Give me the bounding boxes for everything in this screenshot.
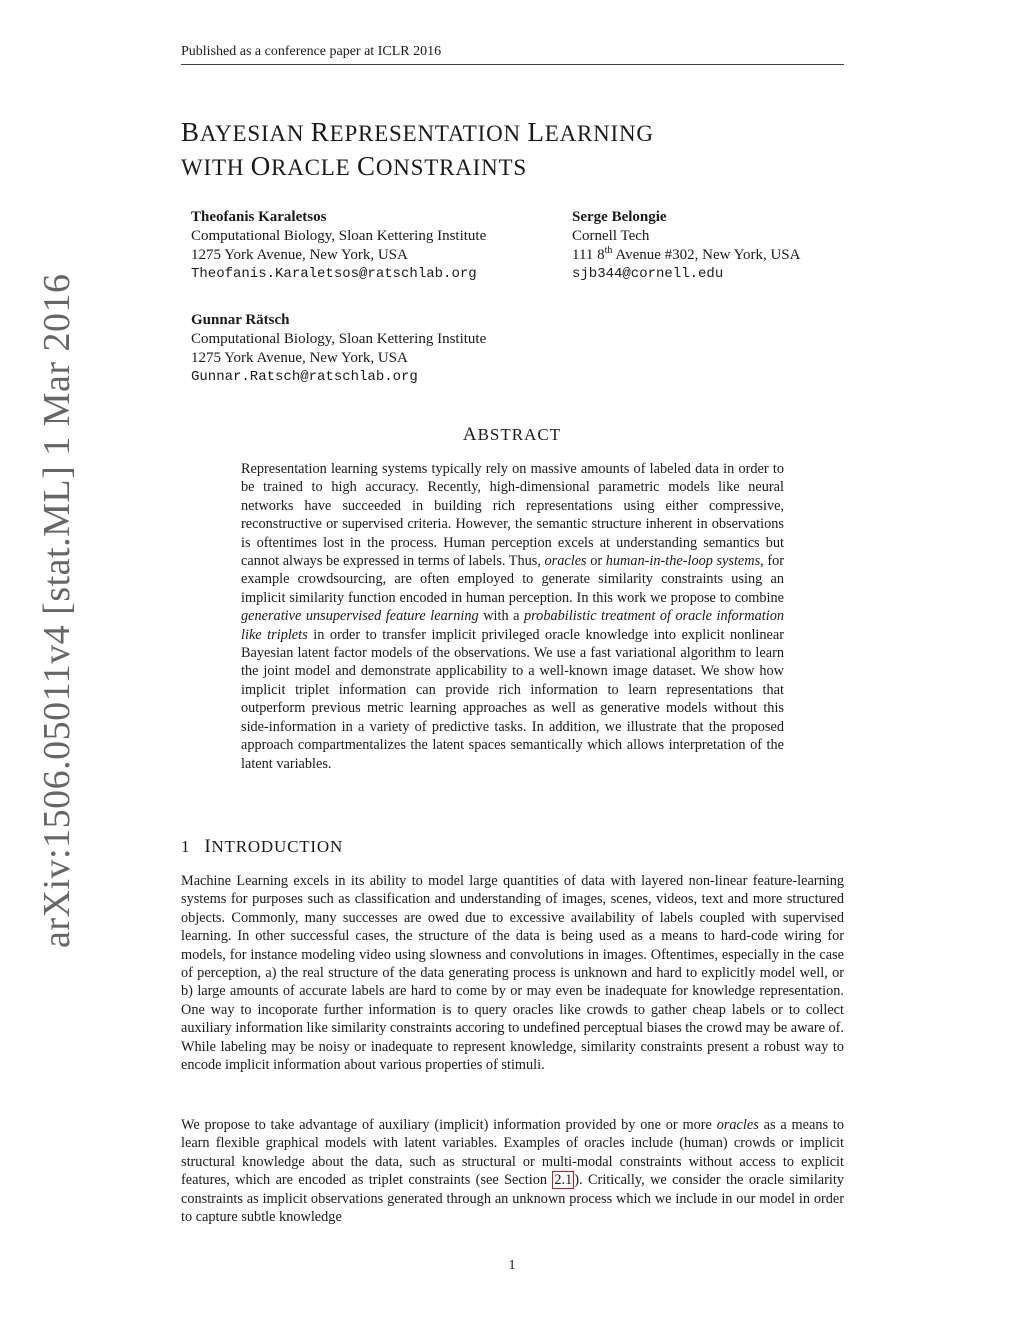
title-line-2: WITH ORACLE CONSTRAINTS [181, 151, 527, 181]
author-email[interactable]: Theofanis.Karaletsos@ratschlab.org [191, 266, 477, 282]
author-block-ratsch [191, 311, 486, 387]
author-email[interactable]: sjb344@cornell.edu [572, 266, 724, 282]
author-block-belongie [572, 208, 800, 284]
running-header: Published as a conference paper at ICLR 2016 [181, 44, 844, 65]
author-name: Serge Belongie [572, 209, 667, 225]
author-address: 111 8th Avenue #302, New York, USA [572, 245, 801, 263]
author-email[interactable]: Gunnar.Ratsch@ratschlab.org [191, 369, 418, 385]
section-heading-introduction: 1 INTRODUCTION [181, 836, 344, 857]
author-name: Theofanis Karaletsos [191, 209, 327, 225]
author-address: 1275 York Avenue, New York, USA [191, 350, 408, 366]
author-address: 1275 York Avenue, New York, USA [191, 247, 408, 263]
title-line-1: BAYESIAN REPRESENTATION LEARNING [181, 117, 654, 147]
arxiv-identifier: arXiv:1506.05011v4 [stat.ML] 1 Mar 2016 [36, 273, 78, 948]
intro-paragraph-2: We propose to take advantage of auxiliary (implicit) information provided by one or more oracles as a means to learn flexible graphical models with latent variables. Examples of oracles include (human) crowds or implicit structural knowledge about the data, such as structural or multi-modal constraints without access to explicit features, which are encoded as triplet constraints (see Section 2.1 ). Critically, we consider the oracle similarity constraints as implicit observations generated through an unknown process which we include in our model in order to capture subtle knowledge [181, 1117, 844, 1226]
abstract-body: Representation learning systems typically rely on massive amounts of labeled data in order to be trained to high accuracy. Recently, high-dimensional parametric models like neural networks have succeeded in building rich representations using either compressive, reconstructive or supervised criteria. However, the semantic structure inherent in observations is oftentimes lost in the process. Human perception excels at understanding semantics but cannot always be expressed in terms of labels. Thus, oracles or human-in-the-loop systems, for example crowdsourcing, are often employed to generate similarity constraints using an implicit similarity function encoded in human perception. In this work we propose to combine generative unsupervised feature learning with a probabilistic treatment of oracle information like triplets in order to transfer implicit privileged oracle knowledge into explicit nonlinear Bayesian latent factor models of the observations. We use a fast variational algorithm to learn the joint model and demonstrate applicability to a well-known image dataset. We show how implicit triplet information can provide rich information to learn representations that outperform previous metric learning approaches as well as generative models without this side-information in a variety of predictive tasks. In addition, we illustrate that the proposed approach compartmentalizes the latent spaces semantically which allows interpretation of the latent variables. [241, 461, 784, 772]
author-affiliation: Computational Biology, Sloan Kettering Institute [191, 228, 487, 244]
section-number: 1 [181, 837, 191, 856]
author-name: Gunnar Rätsch [191, 312, 290, 328]
author-affiliation: Cornell Tech [572, 228, 650, 244]
abstract-heading: ABSTRACT [462, 424, 562, 445]
author-affiliation: Computational Biology, Sloan Kettering Institute [191, 331, 487, 347]
page-number: 1 [508, 1258, 516, 1273]
paper-title [181, 116, 654, 184]
author-block-karaletsos [191, 208, 486, 284]
section-reference-link[interactable]: 2.1 [554, 1172, 573, 1189]
intro-paragraph-1: Machine Learning excels in its ability to model large quantities of data with layered non-linear feature-learning systems for purposes such as classification and understanding of images, scenes, videos, text and more structured objects. Commonly, many successes are owed due to excessive availability of labels coupled with supervised learning. In other successful cases, the structure of the data is being used as a means to hard-code wiring for models, for instance modeling video using slowness and convolutions in images. Oftentimes, especially in the case of perception, a) the real structure of the data generating process is unknown and hard to explicitly model well, or b) large amounts of accurate labels are hard to come by or may even be inadequate for knowledge representation. One way to incoporate further information is to query oracles like crowds to gather cheap labels or to collect auxiliary information like similarity constraints accoring to undefined perceptual biases the crowd may be aware of. While labeling may be noisy or inadequate to represent knowledge, similarity constraints present a robust way to encode implicit information about various properties of stimuli. [181, 873, 844, 1074]
